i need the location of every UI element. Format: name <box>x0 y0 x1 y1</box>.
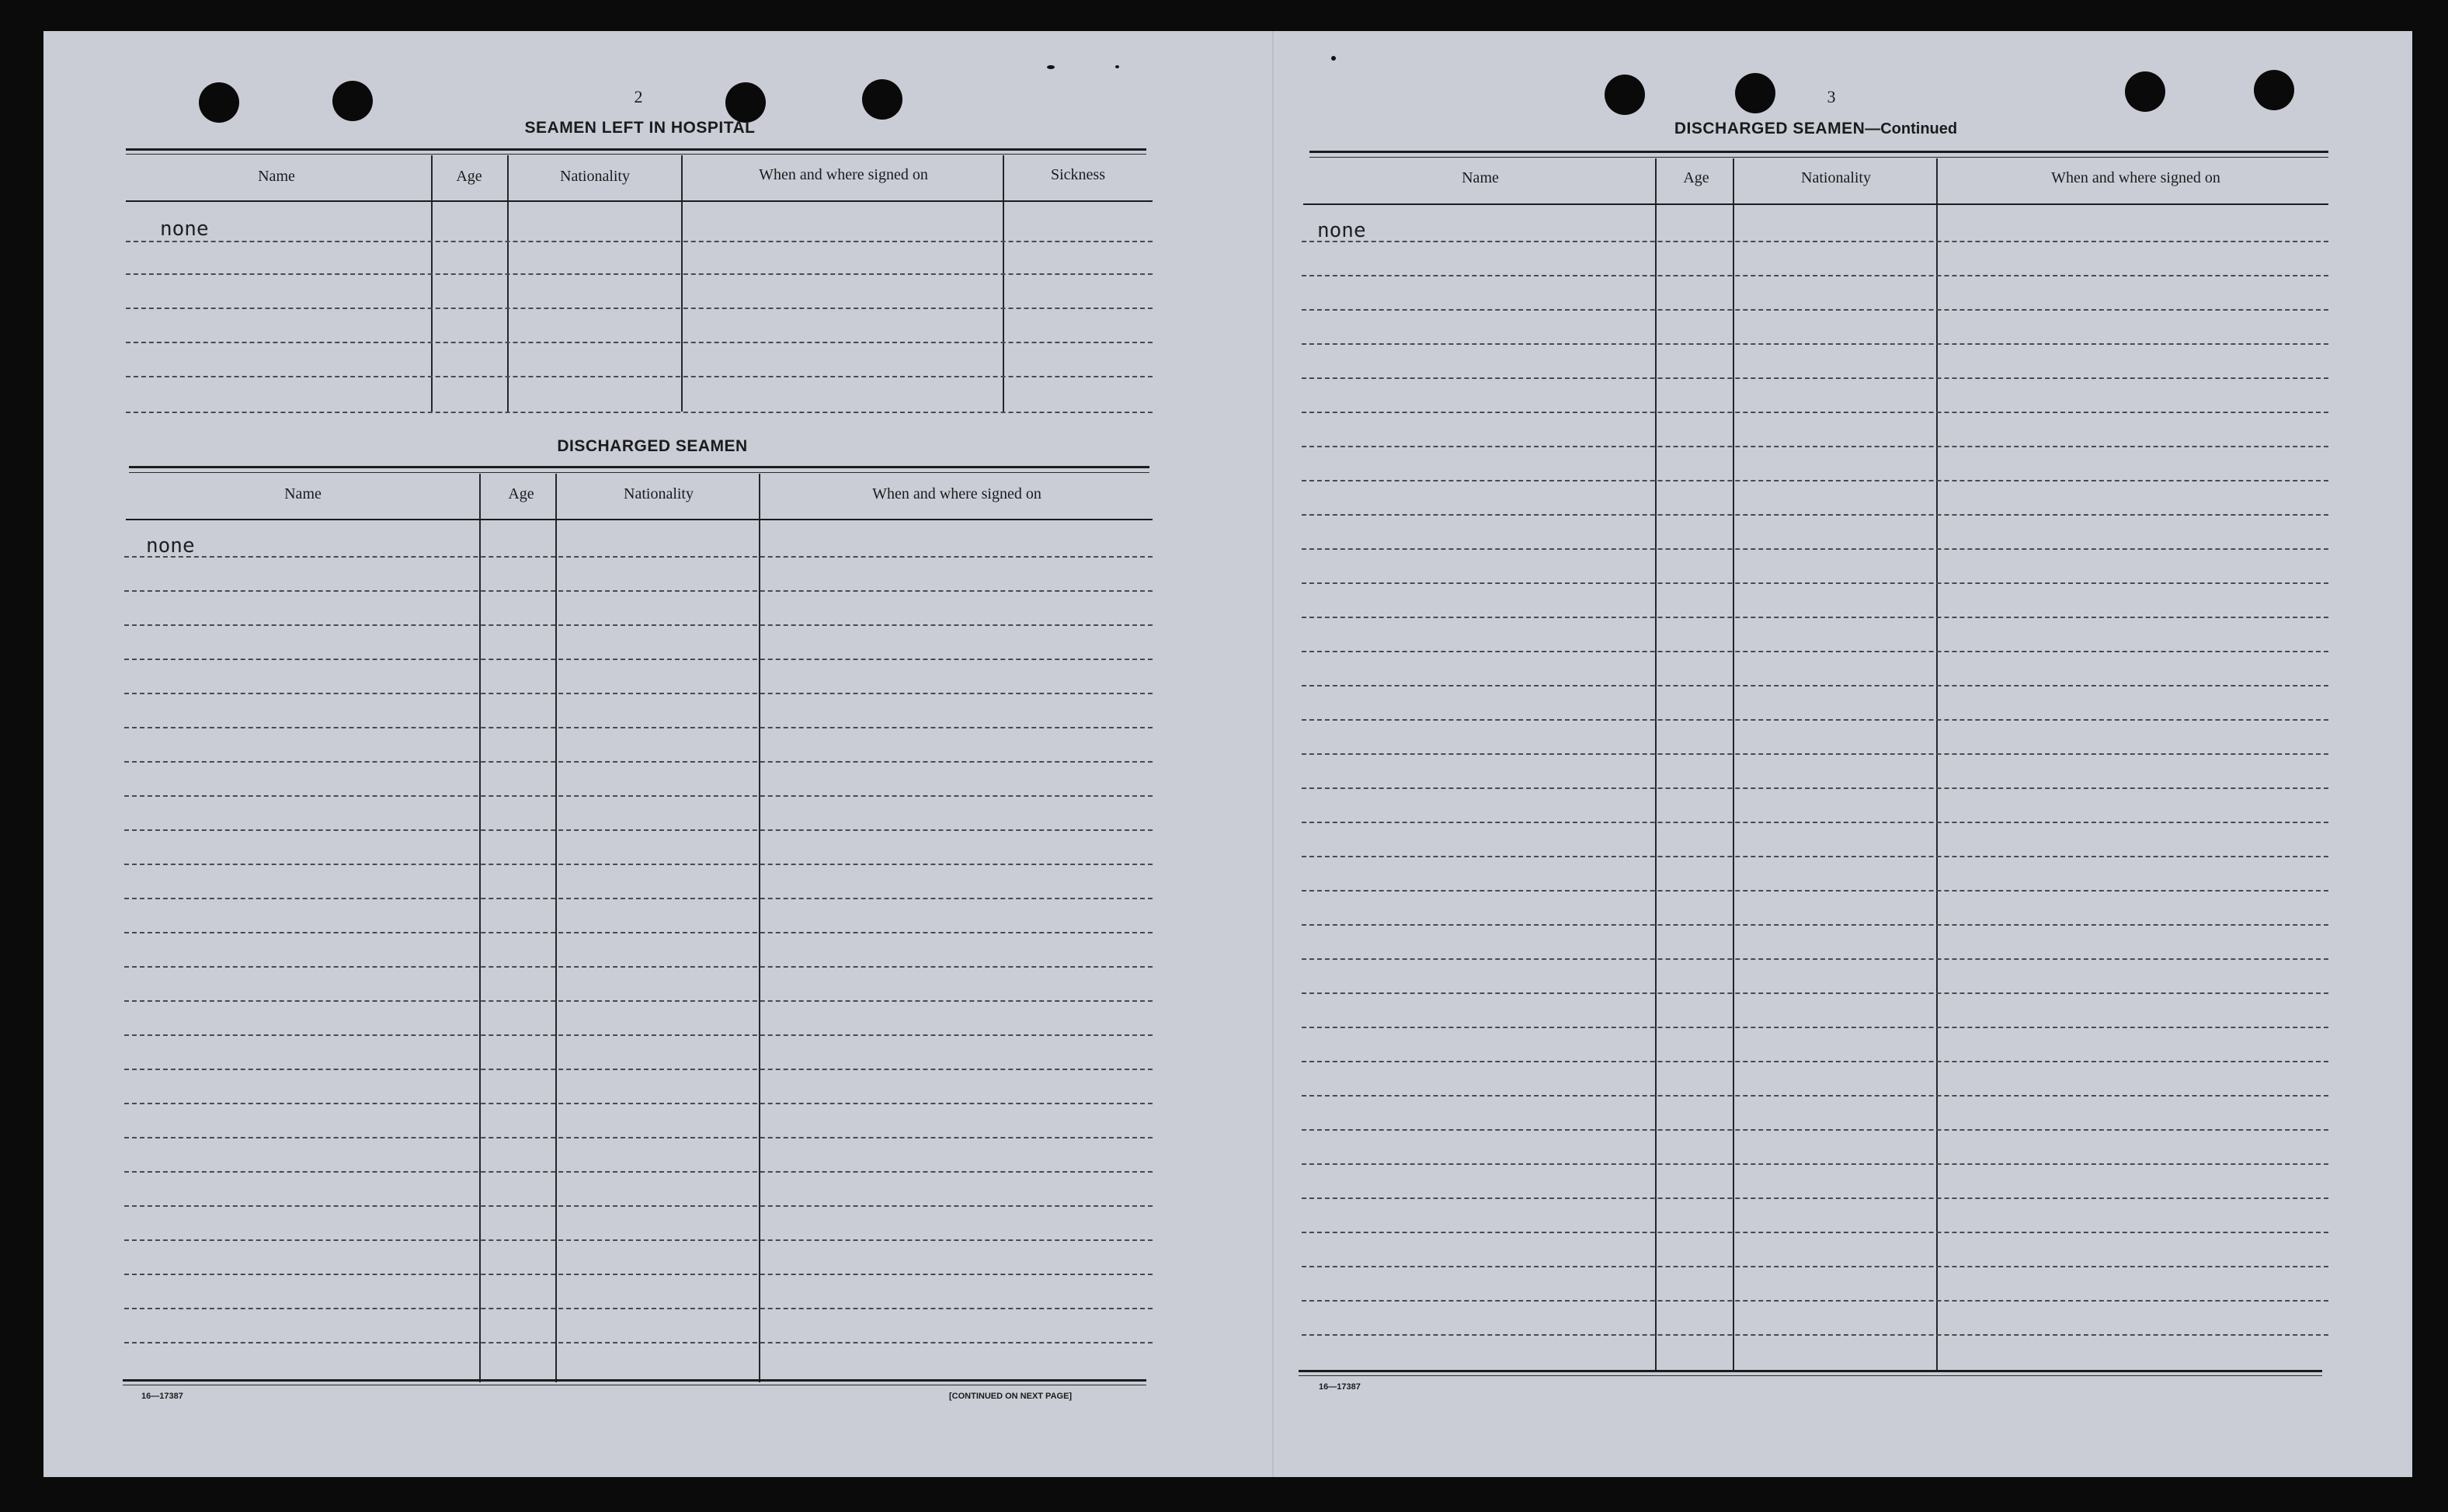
row-line <box>124 727 1153 728</box>
form-code: 16—17387 <box>141 1392 183 1401</box>
row-line <box>1302 958 2328 960</box>
table-top-rule <box>1309 151 2328 153</box>
row-line <box>1302 241 2328 242</box>
hospital-section-title: SEAMEN LEFT IN HOSPITAL <box>524 119 756 137</box>
header-underline <box>126 519 1153 520</box>
row-line <box>1302 719 2328 721</box>
column-divider <box>681 155 683 412</box>
row-line <box>124 761 1153 763</box>
column-header-nationality: Nationality <box>1801 169 1871 186</box>
row-line <box>1302 548 2328 550</box>
row-line <box>1302 582 2328 584</box>
row-line <box>124 966 1153 968</box>
punch-hole <box>2125 71 2165 112</box>
column-divider <box>1936 158 1938 1371</box>
title-suffix: —Continued <box>1865 120 1958 137</box>
row-line <box>1302 822 2328 823</box>
row-line <box>1302 924 2328 926</box>
page-fold <box>1272 31 1274 1477</box>
row-line <box>124 795 1153 797</box>
row-line <box>126 273 1153 275</box>
row-line <box>1302 343 2328 345</box>
punch-hole <box>1605 75 1645 115</box>
row-line <box>124 1342 1153 1343</box>
row-line <box>1302 856 2328 857</box>
ink-mark <box>1115 65 1119 68</box>
table-top-rule <box>126 154 1146 155</box>
row-line <box>1302 446 2328 447</box>
row-line <box>1302 309 2328 311</box>
punch-hole <box>725 82 766 123</box>
row-line <box>124 693 1153 694</box>
column-divider <box>1655 158 1657 1371</box>
column-divider <box>1003 155 1004 412</box>
continued-note: [CONTINUED ON NEXT PAGE] <box>949 1392 1073 1401</box>
row-line <box>1302 617 2328 618</box>
row-line <box>1302 275 2328 276</box>
ink-mark <box>1047 65 1055 69</box>
table-bottom-rule <box>1299 1375 2322 1376</box>
row-line <box>1302 753 2328 755</box>
row-line <box>1302 412 2328 413</box>
row-line <box>124 864 1153 865</box>
row-line <box>1302 787 2328 789</box>
table-top-rule <box>129 466 1149 468</box>
row-line <box>124 1000 1153 1002</box>
column-header-name: Name <box>284 485 322 502</box>
punch-hole <box>862 79 902 120</box>
column-header-name: Name <box>1462 169 1499 186</box>
column-divider <box>759 474 760 1382</box>
column-header-name: Name <box>258 168 295 185</box>
row-line <box>1302 514 2328 516</box>
row-line <box>1302 651 2328 652</box>
row-line <box>124 1239 1153 1241</box>
page-number: 2 <box>634 87 643 106</box>
column-header-nationality: Nationality <box>560 168 630 185</box>
row-line <box>124 1103 1153 1104</box>
title-main: DISCHARGED SEAMEN <box>1674 120 1866 137</box>
row-line <box>124 1171 1153 1173</box>
form-code: 16—17387 <box>1319 1382 1361 1392</box>
table-top-rule <box>126 148 1146 151</box>
column-header-age: Age <box>508 485 534 502</box>
row-line <box>124 556 1153 558</box>
row-line <box>1302 1197 2328 1199</box>
row-line <box>1302 1163 2328 1165</box>
column-header-signed-on: When and where signed on <box>2051 169 2220 186</box>
punch-hole <box>1735 73 1775 113</box>
table-bottom-rule <box>1299 1370 2322 1372</box>
punch-hole <box>2254 70 2294 110</box>
column-header-age: Age <box>456 168 482 185</box>
row-line <box>124 898 1153 899</box>
row-line <box>124 829 1153 831</box>
column-header-signed-on: When and where signed on <box>872 485 1041 502</box>
column-divider <box>431 155 433 412</box>
column-header-age: Age <box>1683 169 1709 186</box>
row-line <box>124 1308 1153 1309</box>
row-line <box>1302 1027 2328 1028</box>
page-number: 3 <box>1827 87 1836 106</box>
row-line <box>1302 1334 2328 1336</box>
row-line <box>126 308 1153 309</box>
table-top-rule <box>1309 157 2328 158</box>
discharged-continued-entry-name: none <box>1317 219 1366 242</box>
row-line <box>1302 480 2328 481</box>
header-underline <box>1303 203 2328 205</box>
row-line <box>1302 377 2328 379</box>
discharged-continued-title <box>1674 120 1957 138</box>
column-divider <box>1733 158 1734 1371</box>
row-line <box>1302 992 2328 994</box>
row-line <box>1302 1232 2328 1233</box>
table-bottom-rule <box>123 1379 1146 1382</box>
row-line <box>1302 890 2328 892</box>
row-line <box>124 590 1153 592</box>
row-line <box>1302 685 2328 686</box>
row-line <box>1302 1300 2328 1302</box>
row-line <box>124 1034 1153 1036</box>
discharged-entry-name: none <box>146 534 195 558</box>
column-divider <box>555 474 557 1382</box>
row-line <box>124 1205 1153 1207</box>
column-divider <box>507 155 509 412</box>
row-line <box>126 241 1153 242</box>
row-line <box>124 1137 1153 1138</box>
row-line <box>1302 1129 2328 1131</box>
column-header-signed-on: When and where signed on <box>759 166 928 183</box>
ink-mark <box>1331 56 1336 61</box>
column-divider <box>479 474 481 1382</box>
row-line <box>124 1069 1153 1070</box>
row-line <box>126 412 1153 413</box>
punch-hole <box>199 82 239 123</box>
row-line <box>1302 1266 2328 1267</box>
column-header-sickness: Sickness <box>1051 166 1105 183</box>
row-line <box>126 342 1153 343</box>
column-header-nationality: Nationality <box>624 485 694 502</box>
row-line <box>1302 1095 2328 1097</box>
row-line <box>124 624 1153 626</box>
row-line <box>124 1274 1153 1275</box>
table-top-rule <box>129 472 1149 473</box>
discharged-section-title: DISCHARGED SEAMEN <box>557 437 748 455</box>
row-line <box>124 659 1153 660</box>
row-line <box>124 932 1153 933</box>
punch-hole <box>332 81 373 121</box>
row-line <box>1302 1061 2328 1062</box>
row-line <box>126 376 1153 377</box>
hospital-entry-name: none <box>160 217 209 241</box>
header-underline <box>126 200 1153 202</box>
